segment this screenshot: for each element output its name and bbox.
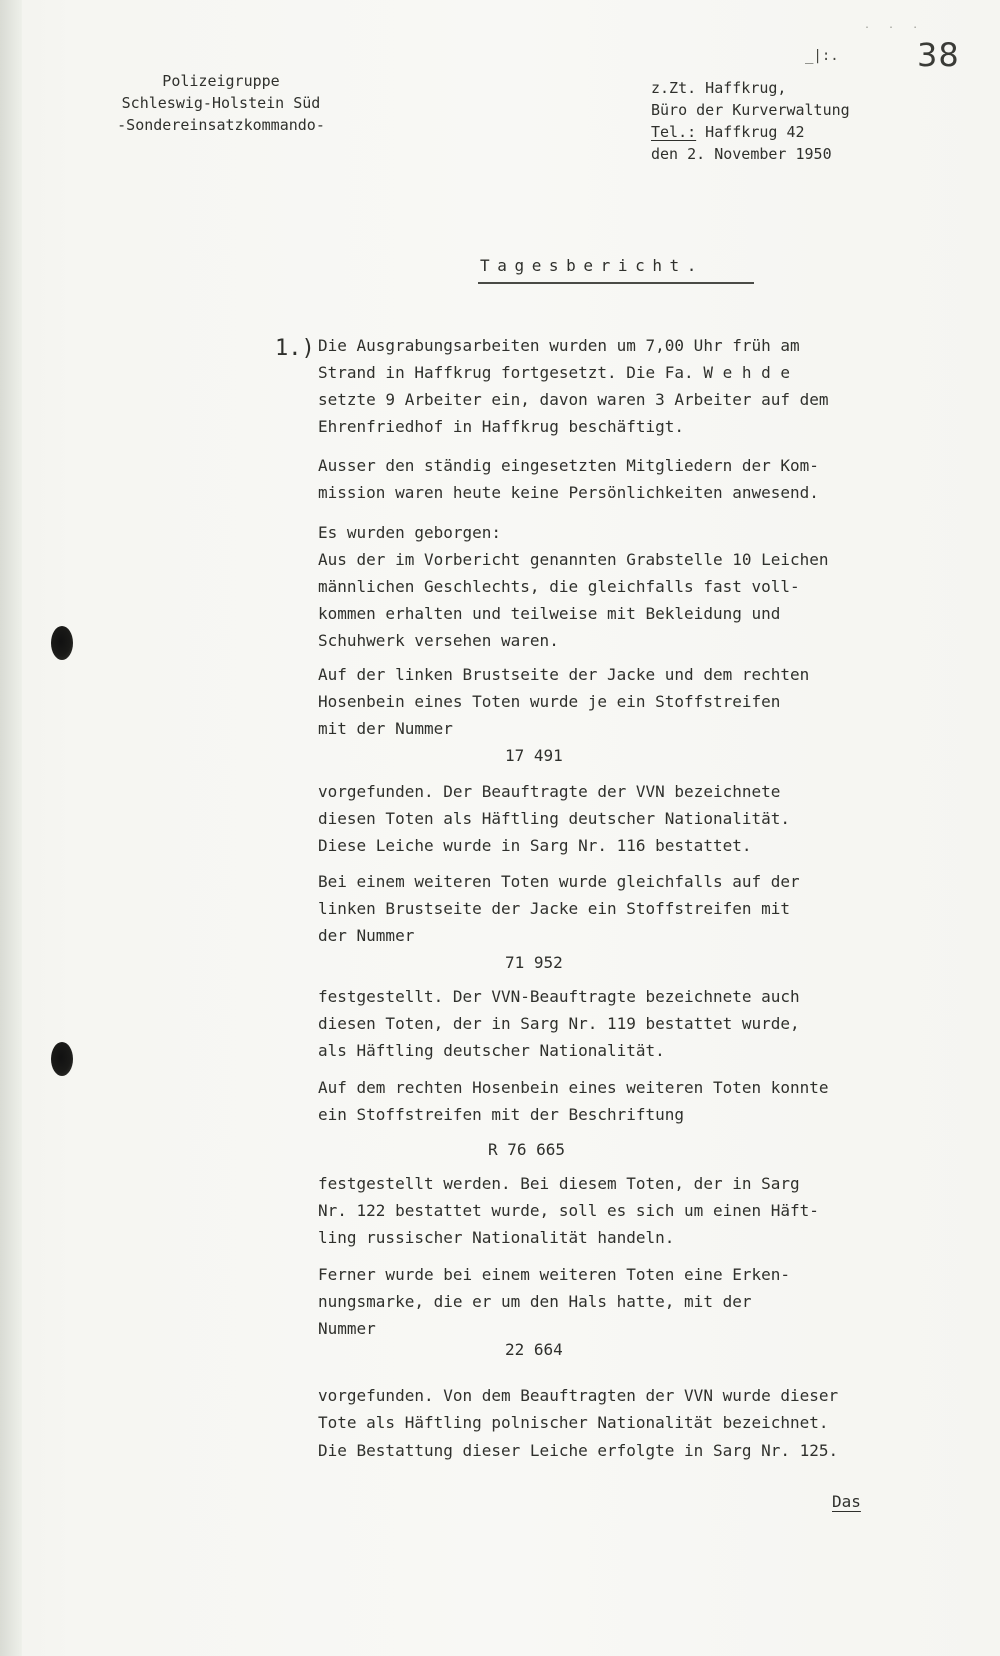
body-line: Bei einem weiteren Toten wurde gleichfalls auf der: [318, 872, 800, 891]
body-line: Ehrenfriedhof in Haffkrug beschäftigt.: [318, 417, 685, 436]
tel-value: Haffkrug 42: [696, 123, 805, 141]
body-line: Nr. 122 bestattet wurde, soll es sich um einen Häft-: [318, 1201, 819, 1220]
prisoner-number: 22 664: [505, 1340, 563, 1359]
body-line: kommen erhalten und teilweise mit Bekleidung und: [318, 604, 781, 623]
telephone-line: [651, 121, 850, 143]
folio-number: 38: [917, 36, 960, 74]
sender-line: -Sondereinsatzkommando-: [117, 116, 325, 134]
body-line: Diese Leiche wurde in Sarg Nr. 116 bestattet.: [318, 836, 752, 855]
body-line: Die Ausgrabungsarbeiten wurden um 7,00 Uhr früh am: [318, 336, 800, 355]
sender-block: [86, 70, 356, 136]
body-line: mit der Nummer: [318, 719, 453, 738]
body-line: Tote als Häftling polnischer Nationalität bezeichnet.: [318, 1413, 829, 1432]
body-line: vorgefunden. Von dem Beauftragten der VVN wurde dieser: [318, 1386, 839, 1405]
catchword: Das: [832, 1492, 861, 1511]
margin-dots: . . .: [864, 20, 925, 31]
body-line: diesen Toten als Häftling deutscher Nationalität.: [318, 809, 791, 828]
body-line: männlichen Geschlechts, die gleichfalls fast voll-: [318, 577, 800, 596]
body-line: festgestellt werden. Bei diesem Toten, der in Sarg: [318, 1174, 800, 1193]
item-number: 1.): [275, 336, 315, 361]
tel-label: Tel.:: [651, 123, 697, 141]
body-line: als Häftling deutscher Nationalität.: [318, 1041, 665, 1060]
body-line: Aus der im Vorbericht genannten Grabstelle 10 Leichen: [318, 550, 829, 569]
body-line: der Nummer: [318, 926, 415, 945]
place-line: z.Zt. Haffkrug,: [651, 79, 787, 97]
sender-line: Schleswig-Holstein Süd: [121, 94, 321, 112]
margin-mark: _|:.: [805, 48, 839, 64]
body-line: mission waren heute keine Persönlichkeiten anwesend.: [318, 483, 819, 502]
place-date-block: [651, 77, 850, 165]
prisoner-number: R 76 665: [488, 1140, 566, 1159]
body-line: ling russischer Nationalität handeln.: [318, 1228, 675, 1247]
body-line: Die Bestattung dieser Leiche erfolgte in Sarg Nr. 125.: [318, 1441, 839, 1460]
body-line: Hosenbein eines Toten wurde je ein Stoffstreifen: [318, 692, 781, 711]
body-line: linken Brustseite der Jacke ein Stoffstreifen mit: [318, 899, 791, 918]
body-line: nungsmarke, die er um den Hals hatte, mit der: [318, 1292, 752, 1311]
body-line: Ferner wurde bei einem weiteren Toten eine Erken-: [318, 1265, 791, 1284]
body-line: Strand in Haffkrug fortgesetzt. Die Fa. W e h d e: [318, 363, 791, 382]
body-line: Es wurden geborgen:: [318, 523, 502, 542]
body-line: Schuhwerk versehen waren.: [318, 631, 559, 650]
document-title: Tagesbericht.: [480, 256, 705, 275]
prisoner-number: 17 491: [505, 746, 563, 765]
body-line: Auf der linken Brustseite der Jacke und dem rechten: [318, 665, 810, 684]
place-line: Büro der Kurverwaltung: [651, 101, 850, 119]
sender-line: Polizeigruppe: [162, 72, 280, 90]
body-line: Auf dem rechten Hosenbein eines weiteren Toten konnte: [318, 1078, 829, 1097]
body-line: setzte 9 Arbeiter ein, davon waren 3 Arbeiter auf dem: [318, 390, 829, 409]
body-line: Ausser den ständig eingesetzten Mitgliedern der Kom-: [318, 456, 819, 475]
punch-hole: [51, 626, 73, 660]
body-line: diesen Toten, der in Sarg Nr. 119 bestattet wurde,: [318, 1014, 800, 1033]
body-line: festgestellt. Der VVN-Beauftragte bezeichnete auch: [318, 987, 800, 1006]
body-line: Nummer: [318, 1319, 376, 1338]
page-edge: [0, 0, 22, 1656]
punch-hole: [51, 1042, 73, 1076]
date-line: den 2. November 1950: [651, 145, 832, 163]
title-underline: [478, 282, 754, 284]
body-line: ein Stoffstreifen mit der Beschriftung: [318, 1105, 685, 1124]
prisoner-number: 71 952: [505, 953, 563, 972]
body-line: vorgefunden. Der Beauftragte der VVN bezeichnete: [318, 782, 781, 801]
